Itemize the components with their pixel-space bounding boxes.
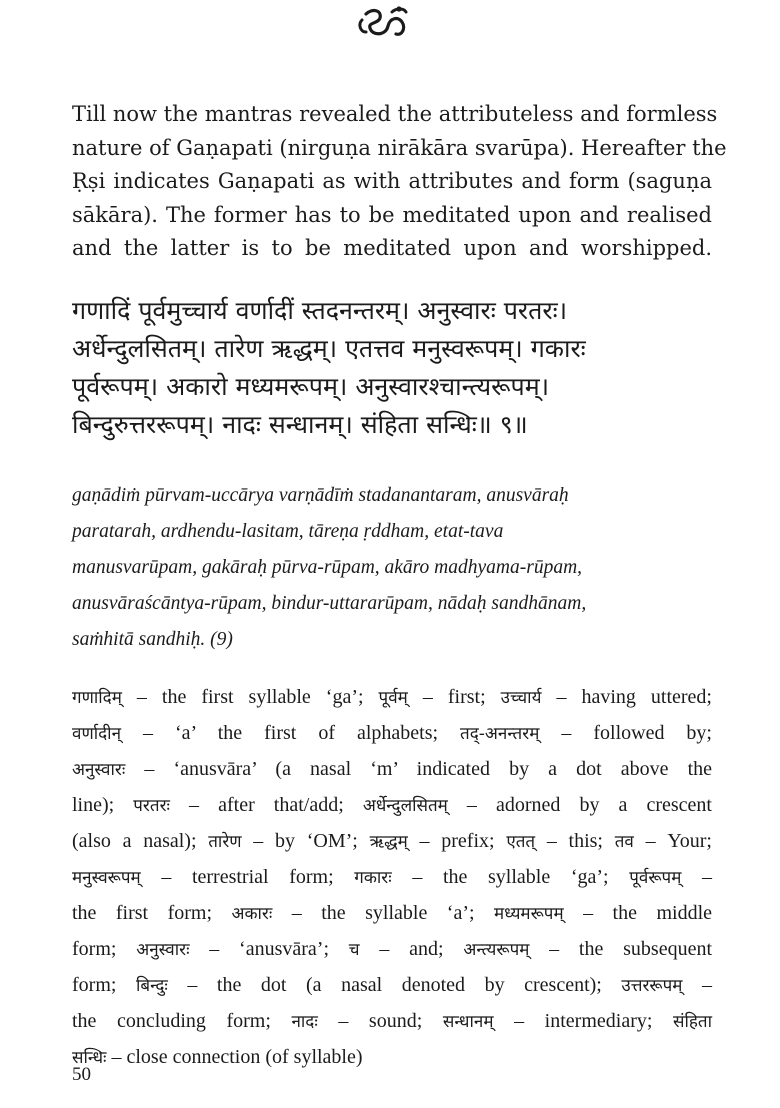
mantra-line: अर्धेन्दुलसितम्। तारेण ऋद्धम्। एतत्तव मनुस्वरूपम्। गकारः: [72, 334, 586, 363]
glossary-term: अनुस्वारः: [136, 940, 190, 960]
glossary-meaning: line);: [72, 794, 134, 816]
glossary-meaning: – by ‘OM’;: [241, 830, 370, 852]
glossary-meaning: – terrestrial form;: [140, 866, 355, 888]
glossary-meaning: form;: [72, 938, 137, 960]
glossary-term: उत्तररूपम्: [621, 976, 683, 996]
mantra-line: पूर्वरूपम्। अकारो मध्यमरूपम्। अनुस्वारश्चान्त्यरूपम्।: [72, 372, 550, 401]
glossary-term: संहिता: [673, 1012, 713, 1032]
glossary-meaning: – intermediary;: [493, 1010, 673, 1032]
glossary-meaning: – ‘a’ the first of alphabets;: [121, 722, 461, 744]
glossary-line: [72, 716, 712, 752]
glossary-meaning: form;: [72, 974, 136, 996]
transliteration-line: anusvāraścāntya-rūpam, bindur-uttararūpam, nādaḥ sandhānam,: [72, 593, 587, 614]
glossary-term: अन्त्यरूपम्: [463, 940, 530, 960]
intro-line: Till now the mantras revealed the attributeless and formless: [72, 102, 718, 126]
glossary-meaning: – the subsequent: [529, 938, 713, 960]
glossary-term: अर्धेन्दुलसितम्: [362, 796, 448, 816]
glossary-line: [72, 788, 712, 824]
glossary-line: [72, 680, 712, 716]
glossary-meaning: – adorned by a crescent: [447, 794, 712, 816]
glossary-term: बिन्दुः: [135, 976, 168, 996]
glossary-meaning: – close connection (of syllable): [106, 1046, 363, 1068]
glossary-meaning: – after that/add;: [169, 794, 363, 816]
glossary-term: उच्चार्य: [500, 688, 542, 708]
glossary-meaning: – the syllable ‘a’;: [272, 902, 495, 924]
glossary-line: [72, 1004, 712, 1040]
intro-line: and the latter is to be meditated upon and worshipped.: [72, 236, 712, 260]
glossary-term: तारेण: [208, 832, 242, 852]
glossary-meaning: – first;: [407, 686, 501, 708]
glossary-line: [72, 860, 712, 896]
glossary-term: मध्यमरूपम्: [494, 904, 564, 924]
glossary-meaning: – Your;: [633, 830, 712, 852]
glossary-meaning: (also a nasal);: [72, 830, 209, 852]
glossary-meaning: – the syllable ‘ga’;: [391, 866, 630, 888]
mantra-line: बिन्दुरुत्तररूपम्। नादः सन्धानम्। संहिता सन्धिः॥ ९॥: [72, 410, 528, 439]
glossary-meaning: the first form;: [72, 902, 232, 924]
glossary-meaning: – the dot (a nasal denoted by crescent);: [167, 974, 622, 996]
glossary-meaning: – the middle: [563, 902, 712, 924]
glossary-meaning: – ‘anusvāra’ (a nasal ‘m’ indicated by a dot above the: [125, 758, 712, 780]
glossary-meaning: – this;: [535, 830, 615, 852]
glossary-term: अकारः: [231, 904, 273, 924]
glossary-term: तद्-अनन्तरम्: [460, 724, 540, 744]
mantra-verse: [72, 292, 712, 444]
glossary-term: गकारः: [354, 868, 392, 888]
transliteration-line: paratarah, ardhendu-lasitam, tāreṇa ṛddham, etat-tava: [72, 521, 504, 542]
intro-line: Ṛṣi indicates Gaṇapati as with attributes and form (saguṇa: [72, 169, 712, 193]
glossary-term: सन्धिः: [72, 1048, 107, 1068]
glossary-line: [72, 824, 712, 860]
glossary-meaning: – prefix;: [407, 830, 507, 852]
glossary-meaning: the concluding form;: [72, 1010, 292, 1032]
glossary-meaning: – ‘anusvāra’;: [189, 938, 349, 960]
glossary-meaning: – and;: [359, 938, 464, 960]
glossary-meaning: – having uttered;: [541, 686, 712, 708]
mantra-line: गणादिं पूर्वमुच्चार्य वर्णादीं स्तदनन्तरम्। अनुस्वारः परतरः।: [72, 296, 568, 325]
glossary-line: [72, 932, 712, 968]
intro-line: sākāra). The former has to be meditated upon and realised: [72, 202, 712, 227]
glossary-term: पूर्वरूपम्: [629, 868, 682, 888]
glossary-meaning: –: [681, 866, 712, 888]
transliteration-line: saṁhitā sandhiḥ. (9): [72, 629, 233, 650]
glossary-term: वर्णादीन्: [72, 724, 122, 744]
transliteration-line: gaṇādiṁ pūrvam-uccārya varṇādīṁ stadanantaram, anusvāraḥ: [72, 485, 569, 506]
glossary-term: मनुस्वरूपम्: [72, 868, 141, 888]
glossary-meaning: – sound;: [317, 1010, 443, 1032]
glossary-line: [72, 968, 712, 1004]
glossary-term: सन्धानम्: [442, 1012, 494, 1032]
glossary-meaning: – followed by;: [539, 722, 712, 744]
glossary-term: च: [348, 940, 360, 960]
glossary-term: एतत्: [506, 832, 536, 852]
glossary-term: पूर्वम्: [378, 688, 408, 708]
page-number: 50: [72, 1064, 91, 1085]
intro-paragraph: [72, 98, 727, 266]
glossary-term: नादः: [291, 1012, 318, 1032]
glossary-term: तव: [614, 832, 634, 852]
glossary-line: [72, 896, 712, 932]
glossary-term: गणादिम्: [72, 688, 122, 708]
glossary-meaning: – the first syllable ‘ga’;: [121, 686, 379, 708]
glossary-term: ऋद्धम्: [369, 832, 408, 852]
transliteration: [72, 478, 712, 658]
transliteration-line: manusvarūpam, gakāraḥ pūrva-rūpam, akāro madhyama-rūpam,: [72, 557, 583, 578]
glossary-line: [72, 1040, 712, 1076]
om-icon: [352, 4, 416, 42]
intro-line: nature of Gaṇapati (nirguṇa nirākāra svarūpa). Hereafter the: [72, 135, 727, 160]
glossary-line: [72, 752, 712, 788]
glossary-term: अनुस्वारः: [72, 760, 126, 780]
glossary-term: परतरः: [133, 796, 170, 816]
glossary-meaning: –: [682, 974, 713, 996]
word-glossary: [72, 680, 712, 1076]
